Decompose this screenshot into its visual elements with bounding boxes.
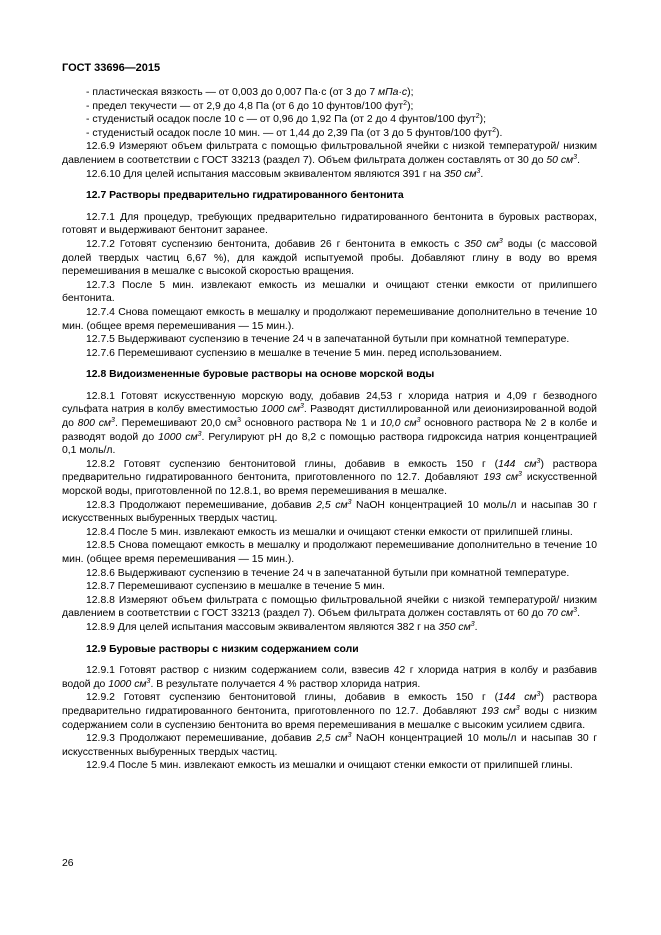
paragraph [62, 306, 597, 333]
text-run: . В результате получается 4 % раствор хлорида натрия. [150, 678, 421, 690]
text-run: мПа·с [378, 87, 408, 98]
text-run: 3 [498, 237, 503, 245]
section-12-9-paragraphs [62, 664, 597, 773]
text-run: 3 [573, 153, 578, 161]
text-run: 800 см [77, 418, 112, 430]
paragraph [62, 86, 597, 100]
text-run: 2 [492, 126, 497, 134]
text-run: 12.8.1 Готовят искусственную морскую воду, добавив 24,53 г хлорида натрия и 4,09 г безводного сульфата натрия в колбу вместимостью [62, 390, 597, 416]
text-run: 3 [515, 704, 520, 712]
text-run: 193 см [483, 472, 519, 484]
text-run: 2,5 см [316, 733, 348, 745]
text-run: 12.9.2 Готовят суспензию бентонитовой глины, добавив в емкость 150 г ( [86, 692, 499, 704]
text-run: ) раствора предварительно гидратированного бентонита, приготовленного по 12.7. Добавляют [62, 458, 597, 484]
text-run: 3 [299, 403, 304, 411]
text-run: . [577, 154, 580, 166]
paragraph [62, 621, 597, 635]
text-run: 3 [237, 417, 241, 425]
text-run: . Регулируют pH до 8,2 с помощью раствора гидроксида натрия концентрацией 0,1 моль/л. [62, 431, 597, 457]
text-run: основного раствора № 2 в колбе и разводят водой до [62, 418, 598, 443]
text-run: NaOH концентрацией 10 моль/л и насыпав 30 г искусственных выбуренных твердых частиц. [62, 733, 597, 758]
text-run: - студенистый осадок после 10 с — от 0,96 до 1,92 Па (от 2 до 4 фунтов/100 фут [86, 114, 476, 126]
document-header: ГОСТ 33696—2015 [62, 62, 161, 74]
text-run: 12.7.2 Готовят суспензию бентонита, добавив 26 г бентонита в емкость с [86, 238, 465, 250]
paragraph [62, 732, 597, 759]
text-run: 12.8.7 Перемешивают суспензию в мешалке в течение 5 мин. [86, 581, 385, 593]
text-run: 12.9.1 Готовят раствор с низким содержанием соли, взвесив 42 г хлорида натрия в колбу и разбавив водой до [62, 665, 597, 690]
text-run: ); [479, 114, 486, 126]
text-run: воды с низким содержанием соли в суспензию бентонита во время перемешивания в мешалке с высоким усилием сдвига. [62, 705, 598, 731]
text-run: 12.8.5 Снова помещают емкость в мешалку и продолжают перемешивание дополнительно в течение 10 мин. (общее время перемешивания — 15 мин.). [62, 540, 597, 565]
text-run: 350 см [438, 621, 471, 633]
paragraph [62, 567, 597, 581]
paragraph [62, 390, 597, 458]
text-run: 12.7.3 После 5 мин. извлекают емкость из мешалки и очищают стенки емкости от прилипшего бентонита. [62, 279, 597, 305]
text-run: 12.6.9 Измеряют объем фильтрата с помощью фильтровальной ячейки с низкой температурой/ низким давлением в соответствии с ГОСТ 33213 (раздел 7). Объем фильтрата должен составлять от 30 до [62, 141, 597, 166]
text-run: 350 см [443, 168, 477, 180]
text-run: 144 см [498, 692, 537, 704]
text-run: - пластическая вязкость — от 0,003 до 0,007 Па·с (от 3 до 7 [86, 87, 379, 98]
section-heading-12-7: 12.7 Растворы предварительно гидратированного бентонита [86, 190, 404, 202]
text-run: 12.6.10 Для целей испытания массовым эквивалентом являются 391 г на [86, 168, 444, 180]
section-heading-12-8: 12.8 Видоизмененные буровые растворы на основе морской воды [86, 369, 435, 381]
text-run: 193 см [481, 705, 516, 717]
text-run: 12.8.3 Продолжают перемешивание, добавив [86, 499, 317, 511]
text-run: - предел текучести — от 2,9 до 4,8 Па (от 6 до 10 фунтов/100 фут [86, 100, 404, 112]
section-12-7-paragraphs [62, 211, 597, 361]
text-run: 3 [536, 691, 541, 699]
text-run: 12.8.4 После 5 мин. извлекают емкость из мешалки и очищают стенки емкости от прилипшей глины. [86, 526, 573, 538]
text-run: ); [407, 87, 414, 98]
section-12-6-paragraphs [62, 140, 597, 181]
text-run: - студенистый осадок после 10 мин. — от 1,44 до 2,39 Па (от 3 до 5 фунтов/100 фут [86, 127, 493, 139]
text-run: 10,0 см [380, 418, 417, 430]
text-run: 50 см [546, 154, 574, 166]
paragraph [62, 333, 597, 347]
text-run: 2 [475, 113, 480, 121]
paragraph [62, 580, 597, 594]
paragraph [62, 100, 597, 114]
text-run: 2,5 см [316, 499, 348, 511]
text-run: . Перемешивают 20,0 см [114, 418, 238, 430]
text-run: 3 [197, 430, 202, 438]
text-run: 12.7.4 Снова помещают емкость в мешалку и продолжают перемешивание дополнительно в течение 10 мин. (общее время перемешивания — 15 мин.). [62, 306, 597, 332]
text-run: искусственной морской воды, приготовленной по 12.8.1, во время перемешивания в мешалке. [62, 472, 597, 498]
paragraph [62, 113, 597, 127]
text-run: ). [496, 127, 503, 139]
section-heading-12-9: 12.9 Буровые растворы с низким содержанием соли [86, 643, 359, 655]
text-run: 12.8.2 Готовят суспензию бентонитовой глины, добавив в емкость 150 г ( [86, 458, 499, 470]
text-run: 1000 см [108, 678, 147, 690]
text-run: 3 [573, 607, 578, 615]
paragraph [62, 458, 597, 499]
paragraph [62, 759, 597, 773]
text-run: 12.9.4 После 5 мин. извлекают емкость из мешалки и очищают стенки емкости от прилипшей глины. [86, 760, 573, 772]
text-run: 12.8.8 Измеряют объем фильтрата с помощью фильтровальной ячейки с низкой температурой/ низким давлением в соответствии с ГОСТ 33213 (раздел 7). Объем фильтрата должен составлять от 60 до [62, 594, 597, 620]
paragraph [62, 211, 597, 238]
paragraph [62, 127, 597, 141]
properties-list [62, 86, 597, 140]
text-run: 3 [347, 498, 352, 506]
document-body [62, 86, 597, 773]
paragraph [62, 347, 597, 361]
text-run: 3 [111, 417, 115, 425]
text-run: . [577, 608, 580, 620]
paragraph [62, 238, 597, 279]
text-run: 3 [470, 620, 475, 628]
text-run: 144 см [498, 458, 537, 470]
text-run: 2 [403, 99, 408, 107]
paragraph [62, 140, 597, 167]
paragraph [62, 539, 597, 566]
paragraph [62, 664, 597, 691]
paragraph [62, 594, 597, 621]
text-run: 12.8.6 Выдерживают суспензию в течение 24 ч в запечатанной бутыли при комнатной температуре. [86, 567, 570, 579]
text-run: 1000 см [261, 404, 300, 416]
text-run: 70 см [546, 608, 574, 620]
text-run: ) раствора предварительно гидратированного бентонита, приготовленного по 12.7. Добавляют [62, 692, 597, 717]
text-run: 1000 см [158, 431, 198, 443]
text-run: . [474, 621, 478, 633]
text-run: 3 [347, 732, 352, 740]
text-run: 3 [476, 167, 481, 175]
paragraph [62, 691, 597, 732]
paragraph [62, 526, 597, 540]
text-run: 12.7.5 Выдерживают суспензию в течение 24 ч в запечатанной бутыли при комнатной температуре. [86, 334, 570, 346]
page-number: 26 [62, 858, 74, 869]
text-run: воды (с массовой долей твердых частиц 6,67 %), для каждой испытуемой пробы. Добавляют глину в воду во время перемешивания в мешалке с высокой скоростью вращения. [62, 238, 598, 278]
text-run: 3 [146, 677, 151, 685]
text-run: 12.7.6 Перемешивают суспензию в мешалке в течение 5 мин. перед использованием. [86, 347, 503, 359]
paragraph [62, 279, 597, 306]
text-run: NaOH концентрацией 10 моль/л и насыпав 30 г искусственных выбуренных твердых частиц. [62, 499, 597, 525]
paragraph [62, 499, 597, 526]
text-run: . [480, 168, 484, 180]
text-run: 12.7.1 Для процедур, требующих предварительно гидратированного бентонита в буровых растворах, готовят и выдерживают бентонит заранее. [62, 211, 597, 237]
text-run: основного раствора № 1 и [240, 418, 381, 430]
text-run: 350 см [464, 238, 499, 250]
text-run: . Разводят дистиллированной или деионизированной водой до [62, 404, 597, 430]
text-run: 3 [416, 417, 421, 425]
text-run: 3 [536, 457, 541, 465]
text-run: ); [407, 100, 414, 112]
paragraph [62, 168, 597, 182]
text-run: 3 [518, 471, 522, 479]
text-run: 12.9.3 Продолжают перемешивание, добавив [86, 733, 317, 745]
text-run: 12.8.9 Для целей испытания массовым эквивалентом являются 382 г на [86, 621, 439, 633]
section-12-8-paragraphs [62, 390, 597, 635]
